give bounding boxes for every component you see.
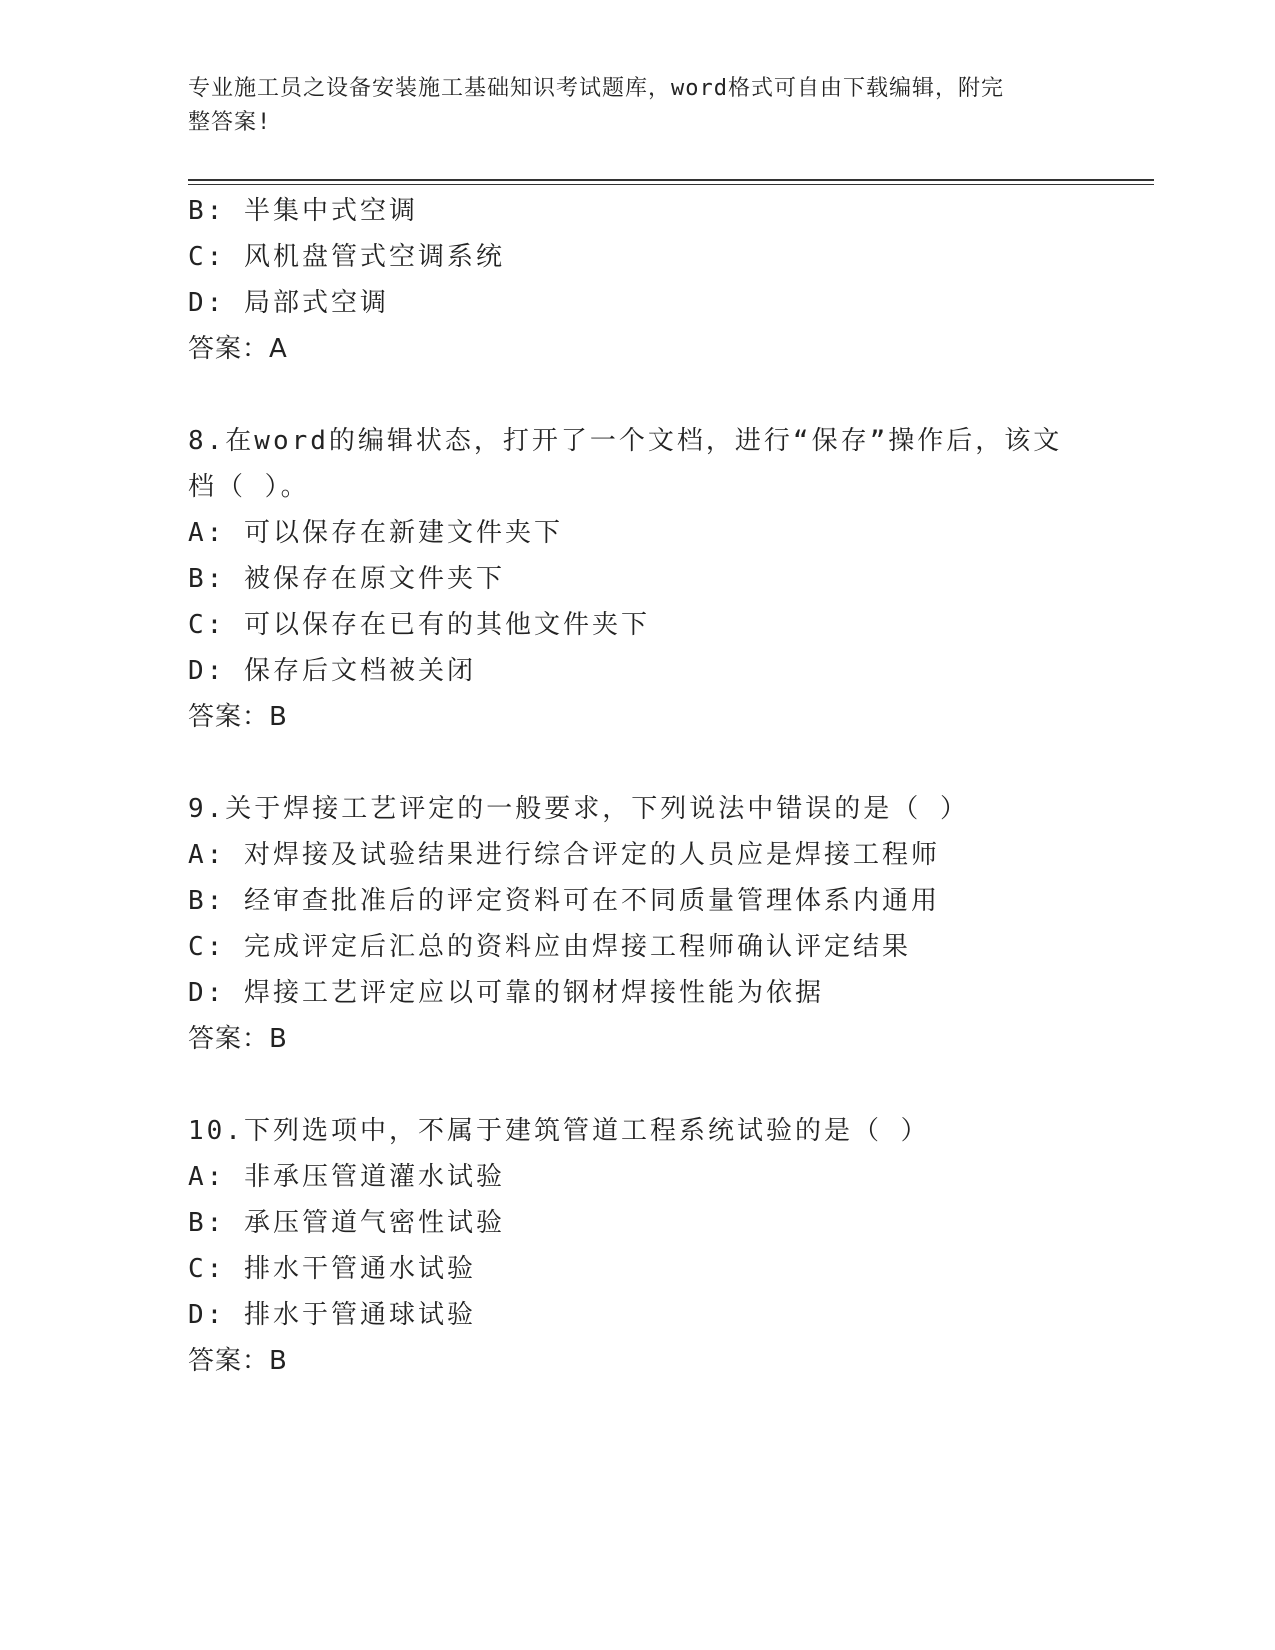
q7-option-d: D: 局部式空调: [188, 288, 389, 318]
q7-answer: 答案：A: [188, 334, 288, 364]
q8-stem-line-2: 档（ ）。: [188, 472, 310, 502]
q8-option-b: B: 被保存在原文件夹下: [188, 564, 505, 594]
question-list: [188, 188, 1088, 1384]
question-10: [188, 1108, 1088, 1384]
q8-option-a: A: 可以保存在新建文件夹下: [188, 518, 563, 548]
question-7-tail: [188, 188, 1088, 372]
q8-option-d: D: 保存后文档被关闭: [188, 656, 476, 686]
spacer: [188, 372, 1088, 418]
q8-answer: 答案：B: [188, 702, 288, 732]
q10-stem: 10.下列选项中，不属于建筑管道工程系统试验的是（ ）: [188, 1116, 930, 1146]
header-divider-thin: [188, 184, 1154, 185]
question-8: [188, 418, 1088, 740]
q9-answer: 答案：B: [188, 1024, 288, 1054]
q10-option-c: C: 排水干管通水试验: [188, 1254, 476, 1284]
q10-option-d: D: 排水于管通球试验: [188, 1300, 476, 1330]
q9-option-a: A: 对焊接及试验结果进行综合评定的人员应是焊接工程师: [188, 840, 940, 870]
header-line-1: 专业施工员之设备安装施工基础知识考试题库，word格式可自由下载编辑，附完: [188, 76, 1004, 101]
header-line-2: 整答案!: [188, 110, 272, 135]
q9-option-c: C: 完成评定后汇总的资料应由焊接工程师确认评定结果: [188, 932, 911, 962]
q10-option-a: A: 非承压管道灌水试验: [188, 1162, 505, 1192]
header-divider-thick: [188, 179, 1154, 181]
q7-option-b: B: 半集中式空调: [188, 196, 418, 226]
q7-option-c: C: 风机盘管式空调系统: [188, 242, 505, 272]
question-9: [188, 786, 1088, 1062]
q9-stem: 9.关于焊接工艺评定的一般要求，下列说法中错误的是（ ）: [188, 794, 969, 824]
document-header: [188, 72, 1068, 140]
spacer: [188, 740, 1088, 786]
q8-stem-line-1: 8.在word的编辑状态，打开了一个文档，进行“保存”操作后，该文: [188, 426, 1063, 456]
spacer: [188, 1062, 1088, 1108]
q9-option-d: D: 焊接工艺评定应以可靠的钢材焊接性能为依据: [188, 978, 824, 1008]
q9-option-b: B: 经审查批准后的评定资料可在不同质量管理体系内通用: [188, 886, 940, 916]
q10-option-b: B: 承压管道气密性试验: [188, 1208, 505, 1238]
q8-option-c: C: 可以保存在已有的其他文件夹下: [188, 610, 650, 640]
q10-answer: 答案：B: [188, 1346, 288, 1376]
